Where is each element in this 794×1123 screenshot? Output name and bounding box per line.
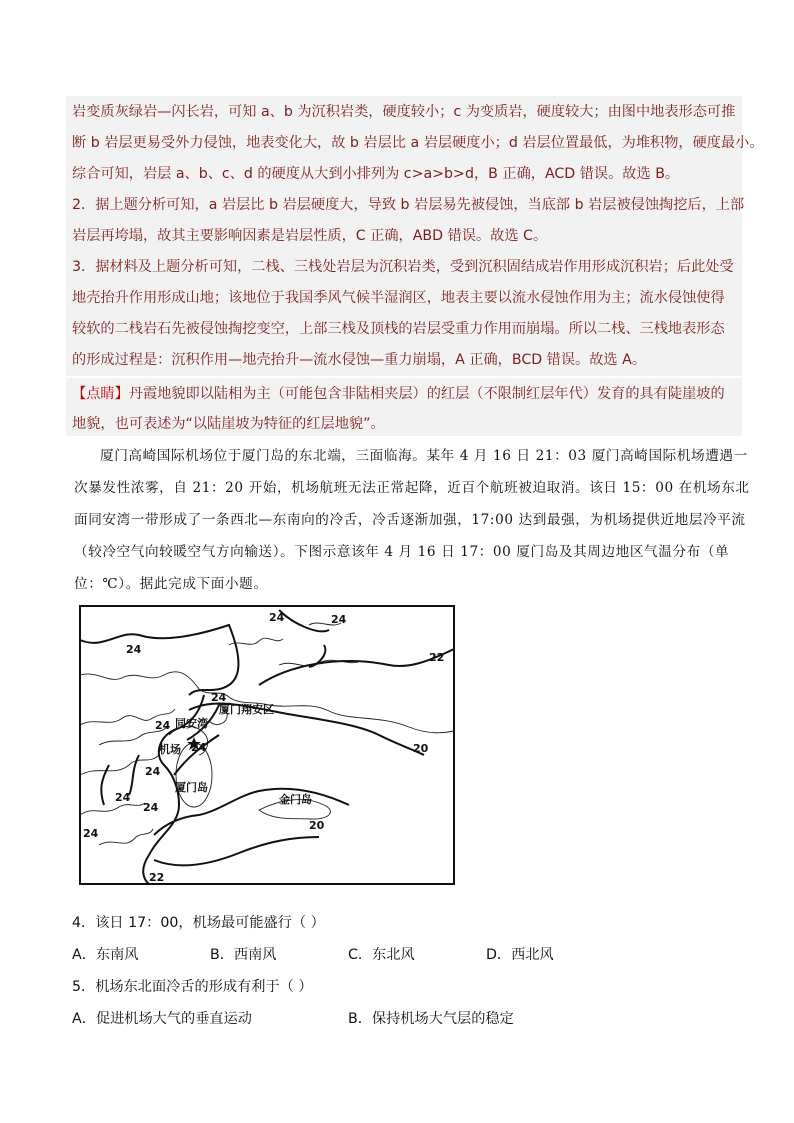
- label-tongan-bay: 同安湾: [175, 717, 208, 730]
- iso-label-6: 24: [155, 719, 171, 732]
- question-4-option-a[interactable]: A．东南风: [72, 947, 139, 963]
- iso-label-1: 24: [126, 643, 142, 656]
- material-line-4: （较冷空气向较暖空气方向输送）。下图示意该年 4 月 16 日 17：00 厦门岛及其周边地区气温分布（单: [74, 544, 730, 560]
- answer-line-7: 地壳抬升作用形成山地；该地位于我国季风气候半湿润区，地表主要以流水侵蚀作用为主；流水侵蚀使得: [72, 290, 725, 306]
- iso-label-11: 20: [413, 742, 429, 755]
- iso-label-12: 20: [309, 819, 325, 832]
- question-5-option-a[interactable]: A．促进机场大气的垂直运动: [72, 1011, 252, 1027]
- iso-label-5: 24: [211, 691, 227, 704]
- question-4-option-d[interactable]: D．西北风: [486, 947, 554, 963]
- label-jinmen-island: 金门岛: [279, 793, 312, 806]
- iso-label-4: 22: [429, 651, 445, 664]
- material-line-3: 面同安湾一带形成了一条西北—东南向的冷舌，冷舌逐渐加强，17:00 达到最强，为机场提供近地层冷平流: [74, 512, 746, 528]
- answer-explanation: [66, 96, 764, 376]
- answer-line-1: 岩变质灰绿岩—闪长岩，可知 a、b 为沉积岩类，硬度较小；c 为变质岩，硬度较大；由图中地表形态可推: [72, 104, 736, 120]
- tip-text-1: 丹霞地貌即以陆相为主（可能包含非陆相夹层）的红层（不限制红层年代）发育的具有陡崖坡的: [128, 386, 725, 402]
- label-xiamen-xiangan: 厦门翔安区: [219, 703, 274, 716]
- label-xiamen-island: 厦门岛: [175, 781, 208, 794]
- iso-label-14: 22: [149, 871, 165, 884]
- temperature-map: [79, 605, 455, 885]
- iso-label-8: 24: [145, 765, 161, 778]
- question-4-option-b[interactable]: B．西南风: [210, 947, 277, 963]
- iso-label-7: 24: [191, 741, 207, 754]
- iso-label-13: 24: [83, 827, 99, 840]
- material-line-2: 次暴发性浓雾，自 21：20 开始，机场航班无法正常起降，近百个航班被迫取消。该日 15：00 在机场东北: [74, 480, 750, 496]
- answer-line-5: 岩层再垮塌，故其主要影响因素是岩层性质，C 正确，ABD 错误。故选 C。: [72, 228, 548, 244]
- material-line-5: 位：℃）。据此完成下面小题。: [74, 576, 268, 592]
- answer-line-9: 的形成过程是：沉积作用—地壳抬升—流水侵蚀—重力崩塌，A 正确，BCD 错误。故选 A。: [72, 352, 647, 368]
- tip-line-1: [72, 384, 725, 404]
- answer-line-2: 断 b 岩层更易受外力侵蚀，地表变化大，故 b 岩层比 a 岩层硬度小；d 岩层位置最低，为堆积物，硬度最小。: [72, 135, 764, 151]
- question-4-option-c[interactable]: C．东北风: [348, 947, 415, 963]
- iso-label-9: 24: [115, 791, 131, 804]
- tip-tag: 【点睛】: [72, 386, 129, 402]
- iso-label-3: 24: [331, 613, 347, 626]
- question-4-stem: 4．该日 17：00，机场最可能盛行（ ）: [72, 915, 325, 931]
- answer-line-4: 2．据上题分析可知，a 岩层比 b 岩层硬度大，导致 b 岩层易先被侵蚀，当底部 b 岩层被侵蚀掏挖后，上部: [72, 197, 745, 213]
- isotherm-map-svg: [79, 605, 455, 885]
- iso-label-2: 24: [269, 611, 285, 624]
- answer-line-3: 综合可知，岩层 a、b、c、d 的硬度从大到小排列为 c>a>b>d，B 正确，ACD 错误。故选 B。: [72, 166, 680, 182]
- tip-line-2: 地貌，也可表述为“以陆崖坡为特征的红层地貌”。: [72, 416, 385, 432]
- tip-box: [66, 378, 742, 436]
- question-5-stem: 5．机场东北面冷舌的形成有利于（ ）: [72, 979, 313, 995]
- material-line-1: 厦门高崎国际机场位于厦门岛的东北端，三面临海。某年 4 月 16 日 21：03 厦门高崎国际机场遭遇一: [100, 448, 748, 464]
- iso-label-10: 24: [143, 801, 159, 814]
- answer-line-8: 较软的二栈岩石先被侵蚀掏挖变空，上部三栈及顶栈的岩层受重力作用而崩塌。所以二栈、三栈地表形态: [72, 321, 725, 337]
- question-5-option-b[interactable]: B．保持机场大气层的稳定: [348, 1011, 514, 1027]
- answer-line-6: 3．据材料及上题分析可知，二栈、三栈处岩层为沉积岩类，受到沉积固结成岩作用形成沉积岩；后此处受: [72, 259, 734, 275]
- label-airport: 机场: [159, 743, 181, 756]
